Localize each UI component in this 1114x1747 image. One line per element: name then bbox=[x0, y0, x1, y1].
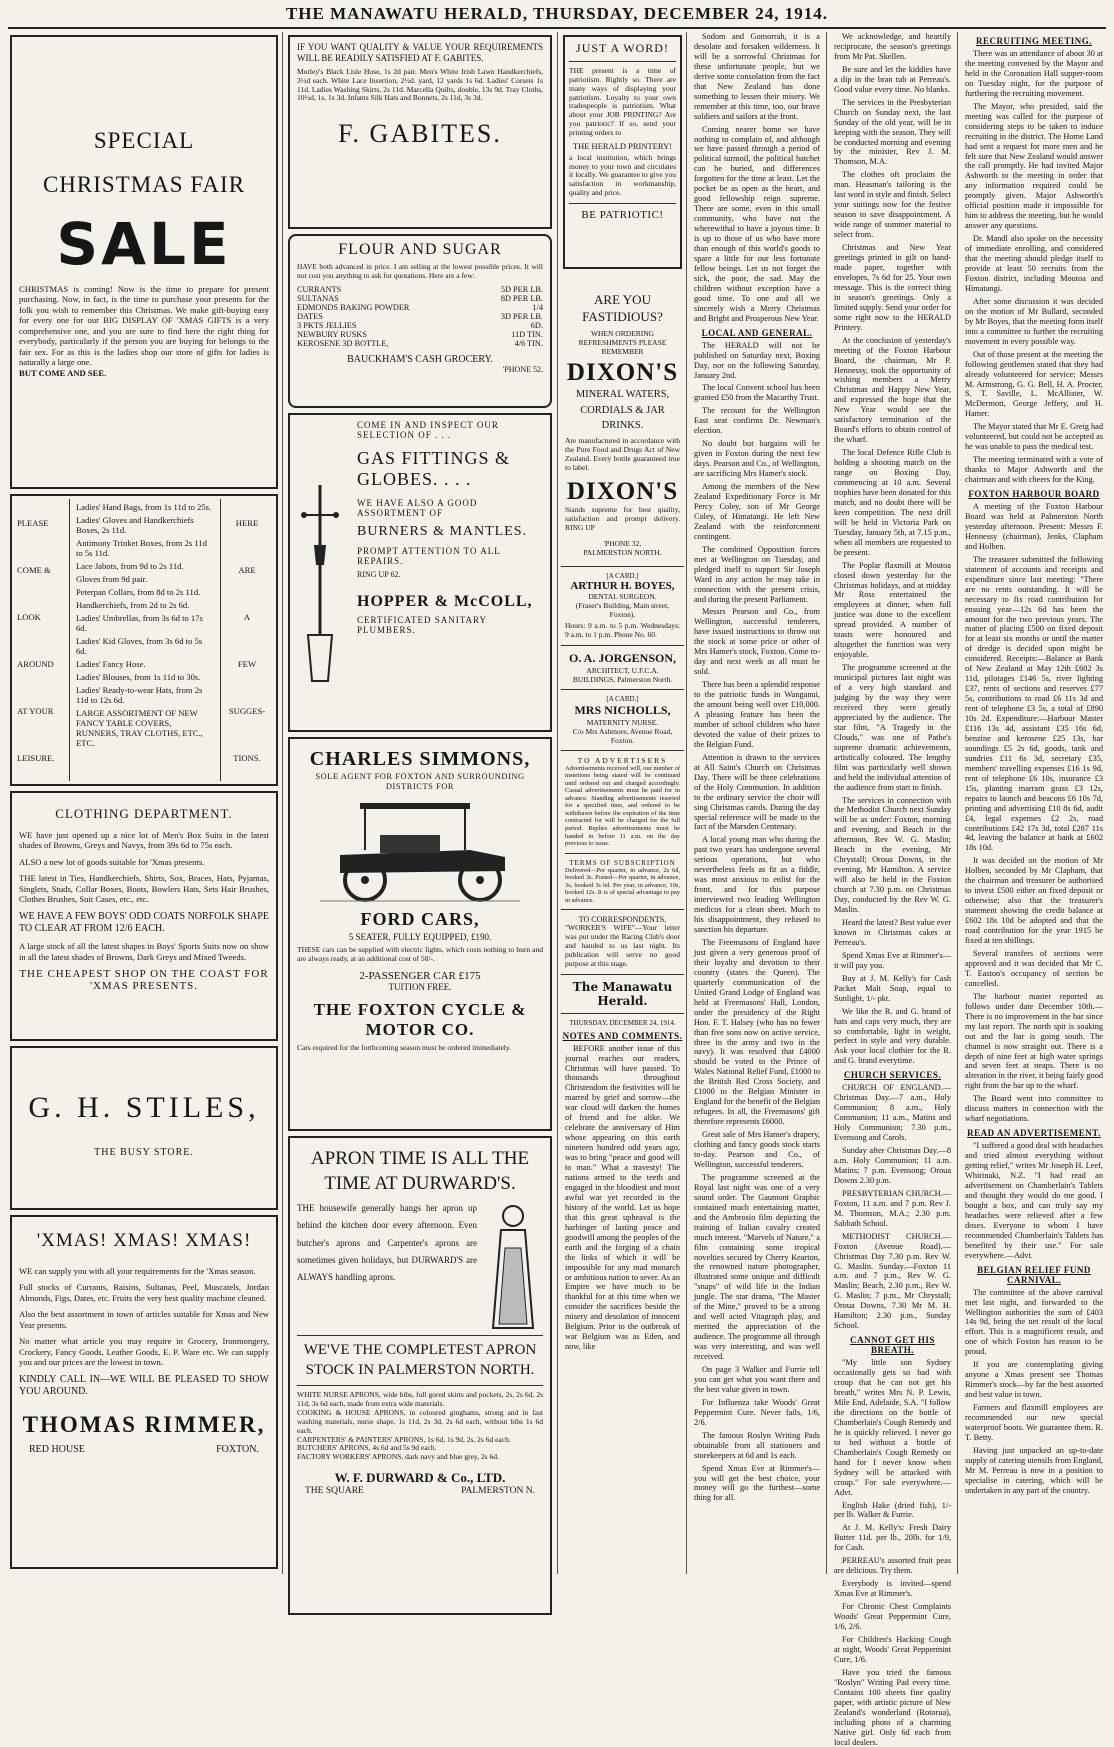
gabites-text: Morley's Black Lisle Hose, 1s 2d pair. Men's White Irish Lawn Handkerchiefs, 3½d each. White Lace Insertion, 2½d. yard, 12 yards 1s 6d. Ladies' Corsets 1s 11d. Ladies Washing Skirts, 2s 11d. Marcella Quilts, double, 13s 9d. Tray Cloths, 10½d, 1s, 1s 3d. Infants Silk Hats and Bonnets, 2s 11d, 3s 3d. bbox=[297, 66, 543, 103]
jorgenson-card bbox=[561, 651, 684, 684]
clothing-text: A large stock of all the latest shapes in Boys' Sports Suits now on show in all the latest shades of Browns, Dark Greys and Mixed Tweeds. bbox=[19, 941, 269, 962]
be-patriotic: BE PATRIOTIC! bbox=[581, 208, 664, 221]
dixons-ad bbox=[561, 274, 684, 561]
apron-item: BUTCHERS' APRONS, 4s 6d and 5s 9d each. bbox=[297, 1443, 437, 1453]
news-paragraph: Spend Xmas Eve at Rimmer's—you will get the best choice, your money will go the furthest—some thing for all. bbox=[694, 1463, 820, 1503]
belgian-paragraph: Farmers and flaxmill employees are recommended our new special waterproof boots. We guarantee them. R. T. Betty. bbox=[965, 1403, 1103, 1442]
local-heading: LOCAL AND GENERAL. bbox=[701, 327, 813, 338]
christmas-fair-heading: CHRISTMAS FAIR bbox=[42, 172, 246, 197]
harbour-paragraph: Several transfers of sections were approved and it was decided that Mr C. T. Easton's occupancy of section be cancelled. bbox=[965, 948, 1103, 988]
news-paragraph: A local young man who during the past two years has undergone several serious operations, but who nevertheless feels as fit as a fiddle, was most anxious to enlist for the front, and for this purpose interviewed two leading Wellington medicos for a clean sheet. Much to his disappointment, they refused to sanction his departure. bbox=[694, 835, 820, 935]
news-paragraph: No doubt but bargains will be given in Foxton during the next few days. Pearson and Co., of Wellington, are sacrificing Mrs Hamer's stock. bbox=[694, 439, 820, 479]
woman-apron-illustration bbox=[483, 1200, 543, 1330]
column-rule bbox=[826, 32, 827, 1574]
column-rule bbox=[686, 32, 687, 1574]
apron-ad bbox=[288, 1136, 552, 1615]
gift-item: Lace Jabots, from 9d to 2s 11d. bbox=[76, 561, 184, 571]
two-passenger: 2-PASSENGER CAR £175 bbox=[359, 969, 481, 982]
column-3 bbox=[561, 32, 684, 1574]
belgian-heading: BELGIAN RELIEF FUND CARNIVAL. bbox=[977, 1264, 1091, 1285]
news-paragraph: The clothes oft proclaim the man. Heasman's tailoring is the last word in style and finish. Select your suitings now for the festive season to save disappointment. A wide range of summer material to select from. bbox=[834, 170, 951, 240]
news-paragraph: The Freemasons of England have just given a very generous proof of their loyalty and devotion to their country (states the Queen). The quarterly communication of the United Grand Lodge of England was held at Freemasons' Hall, London, under the presidency of the Right Hon. F. T. Halsey (who has no fewer than five sons now on active service, three in the army and two in the navy). It was resolved that £4000 should be voted to the Prince of Wales National Relief Fund, £1000 to the British Red Cross Society, and £1000 to the Belgian Minister in England for the benefit of the Belgian refugees. In all, the Freemasons' gift therefore represents £6000. bbox=[694, 937, 820, 1127]
phone-32: 'PHONE 32, bbox=[603, 538, 642, 548]
price-row bbox=[297, 321, 543, 330]
column-rule bbox=[557, 32, 558, 1574]
rimmer-town: FOXTON. bbox=[216, 1444, 259, 1456]
price-value: 5D PER LB. bbox=[500, 284, 543, 294]
harbour-report bbox=[961, 502, 1107, 1124]
column-4 bbox=[690, 32, 824, 1574]
price-value: 11D TIN. bbox=[511, 329, 543, 339]
news-paragraph: The famous Roslyn Writing Pads obtainable from all stationers and storekeepers at 6d and 1s each. bbox=[694, 1430, 820, 1460]
xmas-heading: 'XMAS! XMAS! XMAS! bbox=[36, 1230, 252, 1251]
apron-item: FACTORY WORKERS' APRONS, dark navy and blue grey, 2s 6d. bbox=[297, 1452, 499, 1462]
gift-item: Handkerchiefs, from 2d to 2s 6d. bbox=[76, 600, 190, 610]
price-row bbox=[297, 330, 543, 339]
price-row bbox=[297, 339, 543, 348]
harbour-paragraph: The Board went into committee to discuss matters in connection with the wharf negotiations. bbox=[965, 1094, 1103, 1124]
notice-paragraph: At J. M. Kelly's: Fresh Dairy Butter 11d. per lb., 20lb. for 1/9, for Cash. bbox=[834, 1523, 951, 1553]
just-a-word: JUST A WORD! bbox=[576, 41, 669, 55]
clothing-ad bbox=[10, 791, 278, 1041]
notice-paragraph: PERREAU's assorted fruit peas are delicious. Try them. bbox=[834, 1556, 951, 1576]
price-row bbox=[297, 312, 543, 321]
apron-item: CARPENTERS' & PAINTERS' APRONS, 1s 6d, 1s 9d, 2s, 2s 6d each. bbox=[297, 1434, 511, 1444]
cars-required: Cars required for the forthcoming season must be ordered immediately. bbox=[297, 1042, 512, 1052]
apron-text: THE housewife generally hangs her apron up behind the kitchen door every afternoon. Even butcher's aprons and Carpenter's aprons are sometimes given holidays, but DURWARD'S are ALWAYS handling aprons. bbox=[297, 1203, 477, 1282]
belgian-paragraph: Having just unpacked an up-to-date supply of catering utensils from England, Mr M. Perreau is now in a position to specialise in catering, which will be undertaken in any part of the country. bbox=[965, 1445, 1103, 1495]
gabites-ad bbox=[288, 35, 552, 229]
gas-intro: COME IN AND INSPECT OUR SELECTION OF . . . bbox=[357, 420, 499, 440]
news-paragraph: On page 3 Walker and Furrie tell you can get what you want there and the best value given in town. bbox=[694, 1365, 820, 1394]
right-word: FEW bbox=[237, 658, 257, 669]
clothing-heading: CLOTHING DEPARTMENT. bbox=[55, 806, 233, 821]
news-paragraph: Great sale of Mrs Hamer's drapery, clothing and fancy goods stock starts to-day. Pearson and Co., of Wellington, successful tenderers. bbox=[694, 1130, 820, 1169]
belgian-report bbox=[961, 1288, 1107, 1496]
nurse-address: C/o Mrs Ashmore, Avenue Road, Foxton. bbox=[572, 726, 673, 745]
just-a-word-ad bbox=[563, 35, 682, 269]
news-paragraph: For Influenza take Woods' Great Peppermint Cure. Never fails, 1/6, 2/6. bbox=[694, 1397, 820, 1427]
news-paragraph: We acknowledge, and heartily reciprocate, the season's greetings from Mr Pat. Skellen. bbox=[834, 32, 951, 61]
price-item: EDMONDS BAKING POWDER bbox=[297, 302, 410, 312]
notice-paragraph: Everybody is invited—spend Xmas Eve at Rimmer's. bbox=[834, 1579, 951, 1599]
gift-list bbox=[69, 499, 221, 781]
suggestions-ad bbox=[10, 494, 278, 786]
column-2 bbox=[286, 32, 554, 1574]
church-paragraph: PRESBYTERIAN CHURCH.—Foxton, 11 a.m. and 7 p.m. Rev J. M. Thomson, M.A.; 2.30 p.m. Sabbath School. bbox=[834, 1188, 951, 1228]
news-paragraph: The local Convent school has been granted £50 from the Macarthy Trust. bbox=[694, 383, 820, 403]
rimmer-text: Full stocks of Currants, Raisins, Sultanas, Peel, Muscatels, Jordan Almonds, Figs, Dates, etc. Fruits the very best quality machine cleaned. bbox=[19, 1282, 269, 1303]
church-paragraph: Sunday after Christmas Day.—8 a.m. Holy Communion; 11 a.m. Matins; 7 p.m. Evensong; Oroua Downs 2.30 p.m. bbox=[834, 1146, 951, 1185]
nicholls-name: MRS NICHOLLS, bbox=[574, 702, 671, 717]
harbour-paragraph: A meeting of the Foxton Harbour Board was held at Palmerston North yesterday afternoon. Present: Messrs F. Hennessy (chairman), Jenks, Clapham and Holben. bbox=[965, 502, 1103, 551]
left-word: AT YOUR bbox=[17, 705, 54, 716]
news-paragraph: The local Defence Rifle Club is holding a shooting match on the range on Boxing Day, commencing at 10 a.m. Several trophies have been donated for this match, and no doubt there will be keen competition. The next drill will be held in Victoria Park on Tuesday, January 5th, at 7.15 p.m., when all members are requested to be present. bbox=[834, 448, 951, 557]
ford-car-illustration bbox=[320, 795, 520, 905]
gas-have: WE HAVE ALSO A GOOD ASSORTMENT OF bbox=[357, 498, 478, 518]
news-paragraph: The recount for the Wellington East seat confirms Dr. Newman's election. bbox=[694, 406, 820, 436]
come-and-see: BUT COME AND SEE. bbox=[19, 367, 107, 378]
rimmer-text: No matter what article you may require in Grocery, Ironmongery, Crockery, Fancy Goods, Leather Goods, E. P. Ware etc. We can supply you and our prices are the lowest in town. bbox=[19, 1336, 269, 1368]
apron-list bbox=[297, 1391, 543, 1462]
notice-paragraph: Have you tried the famous "Roslyn" Writing Pad every time. Contains 100 sheets fine quality paper, with artistic picture of New Zealand's wonderland (Rotorua), including photo of a charming Native girl. Only 6d each from local dealers. bbox=[834, 1667, 951, 1747]
price-item: NEWBURY RUSKS bbox=[297, 329, 367, 339]
price-item: CURRANTS bbox=[297, 284, 342, 294]
recruiting-heading: RECRUITING MEETING. bbox=[975, 36, 1092, 46]
stiles-ad bbox=[10, 1046, 278, 1210]
local-news bbox=[690, 341, 824, 1504]
palmerston-north: PALMERSTON NORTH. bbox=[583, 547, 662, 557]
sale-heading: SALE bbox=[56, 210, 232, 278]
news-paragraph: Messrs Pearson and Co., from Wellington, successful tenderers, have issued instructions to throw out the stock at some price or other of Mrs Hamer's stock, Foxton. Come to-day and next week as all must be sold. bbox=[694, 607, 820, 677]
apron-heading: APRON TIME IS ALL THE TIME AT DURWARD'S. bbox=[310, 1148, 530, 1194]
news-paragraph: There has been a splendid response to the patriotic funds in Wanganui, the amount being well over £10,000. A pleasing feature has been the number of school children who have devoted the value of their prizes to the Belgian Fund. bbox=[694, 680, 820, 749]
price-value: 8D PER LB. bbox=[500, 293, 543, 303]
gas-heading: GAS FITTINGS & GLOBES. . . . bbox=[357, 448, 511, 489]
recruiting-paragraph: The Mayor stated that Mr E. Greig had volunteered, but could not be accepted as he was unable to pass the medical test. bbox=[965, 422, 1103, 452]
price-item: SULTANAS bbox=[297, 293, 339, 303]
rimmer-text: KINDLY CALL IN—WE WILL BE PLEASED TO SHOW YOU AROUND. bbox=[19, 1373, 269, 1398]
apron-item: WHITE NURSE APRONS, wide bibs, full gored skirts and pockets, 2s, 2s 6d, 2s 11d, 3s 6d each, made from extra wide materials. bbox=[297, 1390, 543, 1409]
left-word: AROUND bbox=[17, 658, 54, 669]
news-paragraph: The programme screened at the municipal pictures last night was of a very high standard and judging by the way they were received they were greatly appreciated by the audience. The star film, "A Tragedy in the Clouds," was one of Pathe's supreme dramatic achievements, artistically coloured. The lengthy film was particularly well shown and held the individual attention of the audience from start to finish. bbox=[834, 663, 951, 792]
short-notices bbox=[830, 1501, 955, 1747]
special-heading: SPECIAL bbox=[93, 128, 195, 153]
news-paragraph: The Poplar flaxmill at Moutoa closed down yesterday for the Christmas holidays, and at midday Mr Ross entertained the employees at dinner, when full justice was done to the excellent spread provided. A number of toasts were honoured and altogether the function was very enjoyable. bbox=[834, 560, 951, 660]
mineral-waters: MINERAL WATERS, CORDIALS & JAR DRINKS. bbox=[575, 388, 670, 432]
news-paragraph: We like the R. and G. brand of hats and caps very much, they are so comfortable, light in weight, perfect in style and very durable. Ask your local clothier for the R. and G. brand everytime. bbox=[834, 1006, 951, 1066]
patriotism-text: THE present is a time of patriotism. Rightly so. There are many ways of displaying your patriotism. Loyalty to your own tradespeople is patriotism. What about your JOB PRINTING? Are you patriotic? If so, send your printing orders to bbox=[569, 66, 676, 137]
recruiting-report bbox=[961, 49, 1107, 485]
gas-lamp-icon bbox=[300, 485, 340, 685]
certified-plumbers: CERTIFICATED SANITARY PLUMBERS. bbox=[357, 615, 487, 635]
belgian-paragraph: The committee of the above carnival met last night, and forwarded to the Wellington authorities the sum of £403 14s 9d, being the net result of the local effort. This is a magnificent result, and one of which Foxton has reason to be proud. bbox=[965, 1287, 1103, 1357]
read-ad-heading: READ AN ADVERTISEMENT. bbox=[967, 1128, 1101, 1139]
price-value: 6D. bbox=[530, 320, 543, 330]
ordering-text: WHEN ORDERING REFRESHMENTS PLEASE REMEMBER bbox=[578, 328, 667, 356]
recruiting-paragraph: Dr. Mandl also spoke on the necessity of immediate enrolling, and considered that the meeting should pledge itself to provide at least 50 recruits from the Foxton district, including Moutoa and Himatangi. bbox=[965, 234, 1103, 293]
herald-printery: THE HERALD PRINTERY! bbox=[572, 140, 673, 151]
rimmer-address: RED HOUSE bbox=[29, 1444, 85, 1456]
right-word: ARE bbox=[238, 564, 256, 575]
news-paragraph: Be sure and let the kiddies have a dip in the bran tub at Perreau's. Good value every time. No blanks. bbox=[834, 64, 951, 94]
news-paragraph: The services in connection with the Methodist Church next Sunday will be as under: Foxton, morning and evening, and Beach in the afternoon, Rev W. G. Maslin; Beach in the evening, Mr Chrystall; Oroua Downs, in the evening, Mr Hamilton. A service will also be held in the Foxton church at 7.30 p.m. on Christmas Day, conducted by the Rev W. G. Maslin. bbox=[834, 795, 951, 915]
five-seater: 5 SEATER, FULLY EQUIPPED, £190. bbox=[348, 932, 492, 942]
busy-store: THE BUSY STORE. bbox=[94, 1147, 194, 1158]
phone-52: 'PHONE 52. bbox=[502, 364, 543, 374]
gift-item: LARGE ASSORTMENT OF NEW FANCY TABLE COVERS, RUNNERS, TRAY CLOTHS, ETC., ETC. bbox=[76, 708, 203, 748]
right-word: SUGGES- bbox=[228, 705, 266, 716]
price-value: 1/4 bbox=[532, 302, 543, 312]
boyes-address: (Fraser's Building, Main street, Foxton). bbox=[575, 600, 670, 619]
news-paragraph: At the conclusion of yesterday's meeting of the Foxton Harbour Board, the chairman, Mr P. Hennessy, took the opportunity of wishing members a Merry Christmas and Happy New Year, and expressed the hope that the New Year would see the satisfactory termination of the Board's efforts to obtain control of the wharf. bbox=[834, 335, 951, 445]
architect: ARCHITECT, U.F.C.A. BUILDINGS, Palmerston North. bbox=[572, 665, 673, 684]
church-services bbox=[830, 1083, 955, 1331]
column-1 bbox=[8, 32, 280, 1574]
gabites-name: F. GABITES. bbox=[338, 119, 502, 149]
news-paragraph: The services in the Presbyterian Church on Sunday next, the last Sunday of the old year, will be in keeping with the season. They will be conducted morning and evening by the minister, Rev J. M. Thomson, M.A. bbox=[834, 97, 951, 167]
subscription-text: Delivered—Per quarter, in advance, 2s 6d, booked 3s. Posted—Per quarter, in advance, 3s, booked 3s 6d. Per year, in advance, 10s, booked 12s. It is of special advantage to pay in advance. bbox=[565, 866, 680, 904]
right-words bbox=[221, 499, 273, 781]
harbour-heading: FOXTON HARBOUR BOARD bbox=[968, 489, 1100, 500]
gift-item: Ladies' Hand Bags, from 1s 11d to 25s. bbox=[76, 502, 212, 512]
price-row bbox=[297, 303, 543, 312]
price-item: 3 PKTS JELLIES bbox=[297, 320, 357, 330]
correspondents bbox=[561, 915, 684, 968]
printery-text: a local institution, which brings money to your town and circulates it locally. We guarantee to give you satisfaction in workmanship, quality and price. bbox=[569, 152, 676, 198]
rimmer-name: THOMAS RIMMER, bbox=[22, 1412, 266, 1438]
column-rule bbox=[957, 32, 958, 1574]
notes-text: BEFORE another issue of this journal reaches our readers, Christmas will have passed. To thousands throughout Christendom the festivities will be marred by grief and sorrow—the war cloud will darken the homes of friend and foe alike. We celebrate the anniversary of Him whose appearing on this earth nineteen hundred odd years ago, was to bring "peace and good will to man." What a travesty! The nations armed to the teeth and engaged in the bloodiest and most awful war yet recorded in the history of the world. Let us hope that this great upheaval is the harbinger of lasting peace and goodwill among the peoples of the earth and the forging of a chain the links of which it will be impossible for any mad monarch or ambitious nation to sever. As an Empire we have much to be thankful for at this time when we consider the sacrifices beside the misery and desolation of innocent Belgium. Prior to the outbreak of war Belgium was as Eden, and now, like bbox=[565, 1043, 680, 1352]
price-row bbox=[297, 285, 543, 294]
clothing-text: WE HAVE A FEW BOYS' ODD COATS NORFOLK SHAPE TO CLEAR AT FROM 12/6 EACH. bbox=[19, 910, 269, 935]
notes-heading: NOTES AND COMMENTS. bbox=[562, 1030, 683, 1041]
breath-text: "My little son Sydney occasionally gets so bad with croup that he can not get his breath," writes Mrs N. P. Lewis, Mile End, Adelaide, S.A. "I follow the directions on the bottle of Chamberlain's Cough Remedy and he is quickly relieved. I never go to bed without a bottle of Chamberlain's Cough Remedy on hand for I never know when Sydney will be attacked with croup." For sale everywhere.—Advt. bbox=[834, 1358, 951, 1497]
boyes-title: DENTAL SURGEON. bbox=[588, 591, 657, 601]
cheapest-shop: THE CHEAPEST SHOP ON THE COAST FOR 'XMAS PRESENTS. bbox=[19, 968, 269, 993]
price-list bbox=[297, 285, 543, 348]
left-word: COME & bbox=[17, 564, 51, 575]
herald-title: The Manawatu Herald. bbox=[572, 979, 673, 1008]
clothing-text: WE have just opened up a nice lot of Men's Box Suits in the latest shades of Browns, Greys and Navys, from 39s 6d to 75s each. bbox=[19, 830, 269, 851]
ford-heading: FORD CARS, bbox=[360, 909, 480, 929]
price-item: DATES bbox=[297, 311, 323, 321]
editorial-continued: Sodom and Gomorrah, it is a desolate and forsaken wilderness. It will be a sorrowful Christmas for these unfortunate people, but we derive some consolation from the fact that New Zealand has done something to lessen their misery. We remember at this time, too, our brave soldiers and sailors at the front. Coming nearer home we have nothing to complain of, and although we have passed through a period of political turmoil, the political hatchet can be buried, and differences forgotten for the time at least. Let the pocket be as open as the heart, and good fellowship reign supreme. There are some, even in this small community, who have not the wherewithal to have a joyous time. It is up to those of us who have more than enough of this world's goods to spare a little for our less fortunate fellow beings. Let us not forget the sick, the poor, the sad. May the children without exception have a good time. To one and all we sincerely wish a Merry Christmas and Bright and Prosperous New Year. bbox=[694, 32, 820, 323]
news-paragraph: Spend Xmas Eve at Rimmer's—it will pay you. bbox=[834, 950, 951, 970]
card-label: [A CARD.] bbox=[606, 571, 639, 580]
christmas-fair-ad bbox=[10, 35, 278, 489]
gift-item: Antimony Trinket Boxes, from 2s 11d to 5s 11d. bbox=[76, 538, 207, 558]
notice-paragraph: For Chronic Chest Complaints Woods' Great Peppermint Cure, 1/6, 2/6. bbox=[834, 1602, 951, 1632]
correspondents-text: "WORKER'S WIFE"—Your letter was put under the Racing Club's door and handed to us last night. Its publication will serve no good purpose at this stage. bbox=[565, 923, 680, 968]
manufactured-text: Are manufactured in accordance with the Pure Food and Drugs Act of New Zealand. Every bottle guaranteed true to label. bbox=[565, 436, 680, 472]
gift-item: Ladies' Ready-to-wear Hats, from 2s 11d to 12s 6d. bbox=[76, 685, 203, 705]
dixons-heading: DIXON'S bbox=[566, 358, 679, 386]
cycle-company: THE FOXTON CYCLE & MOTOR CO. bbox=[313, 999, 527, 1039]
recruiting-paragraph: After some discussion it was decided on the motion of Mr Bullard, seconded by Mr Boyes, that the meeting form itself into a committee to further the recruiting movement in every possible way. bbox=[965, 296, 1103, 346]
price-value: 4/6 TIN. bbox=[514, 338, 543, 348]
durward-town: PALMERSTON N. bbox=[461, 1486, 535, 1497]
stiles-name: G. H. STILES, bbox=[28, 1091, 260, 1124]
agent-line: SOLE AGENT FOR FOXTON AND SURROUNDING DISTRICTS FOR bbox=[315, 771, 525, 791]
nicholls-card bbox=[561, 695, 684, 745]
right-word: TIONS. bbox=[233, 752, 261, 763]
left-word: LOOK bbox=[17, 611, 41, 622]
recruiting-paragraph: The meeting terminated with a vote of thanks to Major Ashworth and the chairman and with cheers for the King. bbox=[965, 455, 1103, 485]
stands-text: Stands supreme for best quality, satisfaction and prompt delivery. RING UP bbox=[565, 505, 680, 533]
gas-fittings-ad bbox=[288, 413, 552, 732]
recruiting-paragraph: There was an attendance of about 30 at the meeting convened by the Mayor and held in the Coronation Hall supper-room on Tuesday night, for the purpose of furthering the recruiting movement. bbox=[965, 49, 1103, 98]
right-word: A bbox=[243, 611, 251, 622]
hopper-name: HOPPER & McCOLL, bbox=[357, 593, 533, 610]
advertisers-notice bbox=[561, 756, 684, 905]
price-item: KEROSENE 3D BOTTLE, bbox=[297, 338, 389, 348]
maternity-nurse: MATERNITY NURSE. bbox=[586, 717, 659, 727]
church-paragraph: CHURCH OF ENGLAND.—Christmas Day.—7 a.m., Holy Communion; 8 a.m., Holy Communion; 11 a.m., Matins and Holy Communion; 7.30 p.m., Evensong and Carols. bbox=[834, 1083, 951, 1143]
burners-heading: BURNERS & MANTLES. bbox=[357, 524, 528, 539]
durward-name: W. F. DURWARD & Co., LTD. bbox=[334, 1470, 506, 1486]
advertisers-text: Advertisements received will, our number of insertions being stated will be continued until ordered out and charged accordingly. Casual advertisements must be paid for in advance. Standing advertisements inserted for a specified time, and ordered to be withdrawn before the expiration of the time contracted for will be charged for the full period. Replies advertisements must be handed in before 11 a.m. on the day previous to issue. bbox=[565, 764, 680, 848]
bauckham-name: BAUCKHAM'S CASH GROCERY. bbox=[347, 353, 493, 365]
left-words bbox=[15, 499, 69, 781]
gabites-headline: IF YOU WANT QUALITY & VALUE YOUR REQUIREMENTS WILL BE READILY SATISFIED AT F. GABITES. bbox=[297, 42, 543, 63]
gift-item: Gloves from 9d pair. bbox=[76, 574, 148, 584]
apron-item: COOKING & HOUSE APRONS, in coloured ginghams, strong and in fast washing materials, nurse shape, 1s 11d, 2s 3d, 2s 6d each, without bibs 1s 6d each. bbox=[297, 1408, 543, 1435]
local-news-continued bbox=[830, 32, 955, 1066]
rimmer-text: Also the best assortment in town of articles suitable for Xmas and New Year presents. bbox=[19, 1309, 269, 1330]
belgian-paragraph: If you are contemplating giving anyone a Xmas present see Thomas Rimmer's stock—by far the best assorted and best value in town. bbox=[965, 1360, 1103, 1400]
correspondents-heading: TO CORRESPONDENTS. bbox=[578, 915, 667, 925]
gift-item: Ladies' Umbrellas, from 3s 6d to 17s 6d. bbox=[76, 613, 203, 633]
church-heading: CHURCH SERVICES. bbox=[843, 1070, 942, 1081]
recruiting-paragraph: Out of those present at the meeting the following gentlemen stated that they had already volunteered for service: Messrs M. Armstrong, G. G. Bell, H. A. Procter, S. T. Saville, L. McAllister, W. McDermott, George Jeffery, and H. Hamer. bbox=[965, 349, 1103, 419]
left-word: PLEASE bbox=[17, 517, 49, 528]
ford-ad bbox=[288, 737, 552, 1131]
masthead: THE MANAWATU HERALD, THURSDAY, DECEMBER 24, 1914. bbox=[285, 4, 829, 23]
harbour-paragraph: The treasurer submitted the following statement of accounts and receipts and expenditure since last meeting: "There are no rents outstanding. It will be necessary to fix road contribution for ensuing year—12s 6d has been the amount for the two previous years. The matter of placing £500 on fixed deposit for at least six months or until the matter of dredge is decided upon might be considered. Receipts:—Balance at Bank of New Zealand at May 12th £602 3s 11d, pilotages £146 5s, river lighting £37, rents of sections and reserves £77 5s, contributions to road £6 11s 3d and rent of telephone £3 5s, a total of £890 10s 2d. Expenditure:—Harbour Master £116 13s 4d, assistant £35 16s 6d, benzine and kerosene £25 13s, bar soundings £5 2s 6d, goods, tank and sundries £11 6s 3d, secretary £35, members' travelling expenses £16 1s 9d, rent of telephone £6 10s, insurance £3 15s, planting marram grass £3 12s, repairs to launch and beacons £6 10s 7d, printing and advertising £10 8s 6d, audit £4, legal expenses £2 2s, road contributions £42 17s 3d, total £287 11s 4d, leaving the balance at bank at £602 18s 10d. bbox=[965, 554, 1103, 853]
simmons-name: CHARLES SIMMONS, bbox=[309, 748, 531, 770]
ford-text: THESE cars can be supplied with electric lights, which costs nothing to burn and are always ready, at an additional cost of 50/-. bbox=[297, 945, 543, 963]
advertisers-heading: TO ADVERTISERS bbox=[577, 755, 668, 765]
column-6 bbox=[961, 32, 1107, 1574]
boyes-card bbox=[561, 572, 684, 640]
fastidious-heading: ARE YOU FASTIDIOUS? bbox=[582, 292, 663, 324]
durward-address: THE SQUARE bbox=[305, 1486, 364, 1497]
fair-intro: CHRISTMAS is coming! Now is the time to prepare for present purchasing. Now, in fact, is the time to purchase your presents for the folk you wish to remember this Christmas. We make gift-buying easy for every one for our BIG DISPLAY OF 'XMAS GIFTS is a very comprehensive one, and you are sure to find here the right thing for everybody, particularly if the person you are buying for belongs to the fair sex. For as this is the ladies shop our store of gifts for ladies is naturally a large one. bbox=[19, 284, 269, 368]
prompt-attention: PROMPT ATTENTION TO ALL REPAIRS. bbox=[357, 546, 501, 566]
flour-sugar-ad bbox=[288, 234, 552, 408]
card-label: [A CARD.] bbox=[606, 694, 639, 703]
news-paragraph: Heard the latest? Best value ever known in Christmas cakes at Perreau's. bbox=[834, 917, 951, 947]
flour-text: HAVE both advanced in price. I am selling at the lowest possible prices. It will not cost you anything to ask for quotations. Here are a few: bbox=[297, 262, 543, 280]
price-row bbox=[297, 294, 543, 303]
notice-paragraph: For Children's Hacking Cough at night, Woods' Great Peppermint Cure, 1/6. bbox=[834, 1634, 951, 1664]
breath-heading: CANNOT GET HIS BREATH. bbox=[850, 1335, 935, 1356]
left-word: LEISURE. bbox=[17, 752, 55, 763]
apron-stock: WE'VE THE COMPLETEST APRON STOCK IN PALMERSTON NORTH. bbox=[303, 1342, 537, 1378]
harbour-paragraph: It was decided on the motion of Mr Holben, seconded by Mr Clapham, that the chairman and treasurer be authorised to invest £500 either on fixed deposit or otherwise; also that the treasurer's statement showing the credit balance at £602 18s 10d be adopted and that the road contribution for the year 1915 be fixed at ten shillings. bbox=[965, 856, 1103, 946]
gift-item: Ladies' Gloves and Handkerchiefs Boxes, 2s 11d. bbox=[76, 515, 194, 535]
right-word: HERE bbox=[235, 517, 259, 528]
clothing-text: THE latest in Ties, Handkerchiefs, Shirts, Sox, Braces, Hats, Pyjamas, Singlets, Studs, Collar Boxes, Boots, Bowlers Hats, Sets Hair Brushes, Clothes Brushes, Suit Cases, etc., etc. bbox=[19, 873, 269, 905]
news-paragraph: The combined Opposition forces met at Wellington on Tuesday, and pledged itself to support Sir Joseph Ward in any action he may take in connection with the present crisis, and during the present Parliament. bbox=[694, 544, 820, 604]
harbour-paragraph: The harbour master reported as follows under date December 10th.—There is no improvement in the bar since my last report. The north spit is soaking out and the bar is going south. The channel is now straight out. There is a depth of nine feet at high water springs and seven feet at neaps. There is no alteration in the river, it being fairly good right from the bar up to the wharf. bbox=[965, 991, 1103, 1091]
boyes-name: ARTHUR H. BOYES, bbox=[570, 579, 675, 592]
ring-62: RING UP 62. bbox=[357, 570, 401, 579]
masthead-rule bbox=[8, 27, 1106, 29]
dixons-heading-2: DIXON'S bbox=[566, 478, 679, 506]
read-ad-text: "I suffered a good deal with headaches and tried almost everything without getting relief," writes Mr Joseph H. Leef, Whirinaki, N.Z. "I had read an advertisement on Chamberlain's Tablets and thought they would do me good. I bought a box, and can truly say my headaches were relieved after a few doses. Everyone to whom I have recommended Chamberlain's Tablets has benefited by their use." For sale everywhere.—Advt. bbox=[965, 1141, 1103, 1260]
boyes-hours: Hours: 9 a.m. to 5 p.m. Wednesdays: 9 a.m. to 1 p.m. Phone No. 60. bbox=[565, 620, 680, 639]
news-paragraph: The HERALD will not be published on Saturday next, Boxing Day, nor on the following Saturday, January 2nd. bbox=[694, 340, 820, 380]
column-rule bbox=[282, 32, 283, 1574]
rimmer-text: WE can supply you with all your requirements for the 'Xmas season. bbox=[19, 1266, 256, 1276]
notice-paragraph: English Hake (dried fish), 1/- per lb. Walker & Furrie. bbox=[834, 1500, 951, 1520]
rimmer-ad bbox=[10, 1215, 278, 1569]
church-paragraph: METHODIST CHURCH.—Foxton (Avenue Road).—Christmas Day 7.30 p.m. Rev W. G. Maslin. Sunday.—Foxton 11 a.m. and 7 p.m., Rev W. G. Maslin; Beach, 2.30 p.m., Rev W. G. Maslin; 7 p.m., Mr Chrystall; Oroua Downs, 7.30 Mr M. H. Hamilton; 2.30 p.m., Sunday School. bbox=[834, 1231, 951, 1331]
tuition-free: TUITION FREE. bbox=[388, 981, 452, 992]
subscription-heading: TERMS OF SUBSCRIPTION bbox=[569, 858, 676, 867]
price-value: 3D PER LB. bbox=[500, 311, 543, 321]
gift-item: Ladies' Fancy Hose. bbox=[76, 659, 146, 669]
gift-item: Ladies' Kid Gloves, from 3s 6d to 5s 6d. bbox=[76, 636, 203, 656]
gift-item: Ladies' Blouses, from 1s 11d to 30s. bbox=[76, 672, 201, 682]
column-5 bbox=[830, 32, 955, 1747]
news-paragraph: Buy at J. M. Kelly's for Cash Packet Malt Soap, equal to Sunlight, 1/- pkt. bbox=[834, 973, 951, 1003]
news-paragraph: Attention is drawn to the services at All Saint's Church on Christmas Day. There will be three celebrations of the Holy Communion. In addition to the ordinary service the choir will sing Christmas carols. During the day special reference will be made to the fact of the Marsden Centenary. bbox=[694, 752, 820, 832]
jorgenson-name: O. A. JORGENSON, bbox=[568, 650, 676, 665]
news-paragraph: Among the members of the New Zealand Expeditionary Force is Mr Percy Coley, son of Mr George Coley, of Himatangi. He left New Zealand with the reinforcement contingent. bbox=[694, 482, 820, 541]
date-line: THURSDAY, DECEMBER 24, 1914. bbox=[569, 1018, 676, 1027]
recruiting-paragraph: The Mayor, who presided, said the meeting was called for the purpose of considering steps to be taken to induce recruiting in the district. The Home Land had sent a request for more men and he felt sure that New Zealand would answer the call promptly. He had invited Major Ashworth to the meeting in order that any information required could be promptly given. Major Ashworth's official position made it impossible for him to address the meeting, but he would answer any questions. bbox=[965, 101, 1103, 231]
news-paragraph: Christmas and New Year greetings printed in gilt on hand-made paper, together with envelopes, 7s 6d for 25. Your own message. This is the correct thing in season's greetings. Only a limited supply. Send your order for some right now to the HERALD Printery. bbox=[834, 243, 951, 332]
gift-item: Peterpan Collars, from 8d to 2s 11d. bbox=[76, 587, 201, 597]
flour-heading: FLOUR AND SUGAR bbox=[338, 241, 502, 258]
clothing-text: ALSO a new lot of goods suitable for 'Xmas presents. bbox=[19, 856, 205, 867]
news-paragraph: The programme screened at the Royal last night was one of a very sound order. The Gaumont Graphic contained much entertaining matter, and the Ambrosio film depicting the training of Italian cavalry created much interest. "Marvels of Nature," a film containing some tropical novelties secured by Cherry Kearton, the renowned nature photographer, illustrated some unique and difficult "snaps" of wild life in the Indian jungle. The star drama, "The Master of the Mine," proved to be a strong and well acted Vitagraph play, and merited the appreciation of the audience. The programme all through was very interesting, and was well received. bbox=[694, 1172, 820, 1362]
